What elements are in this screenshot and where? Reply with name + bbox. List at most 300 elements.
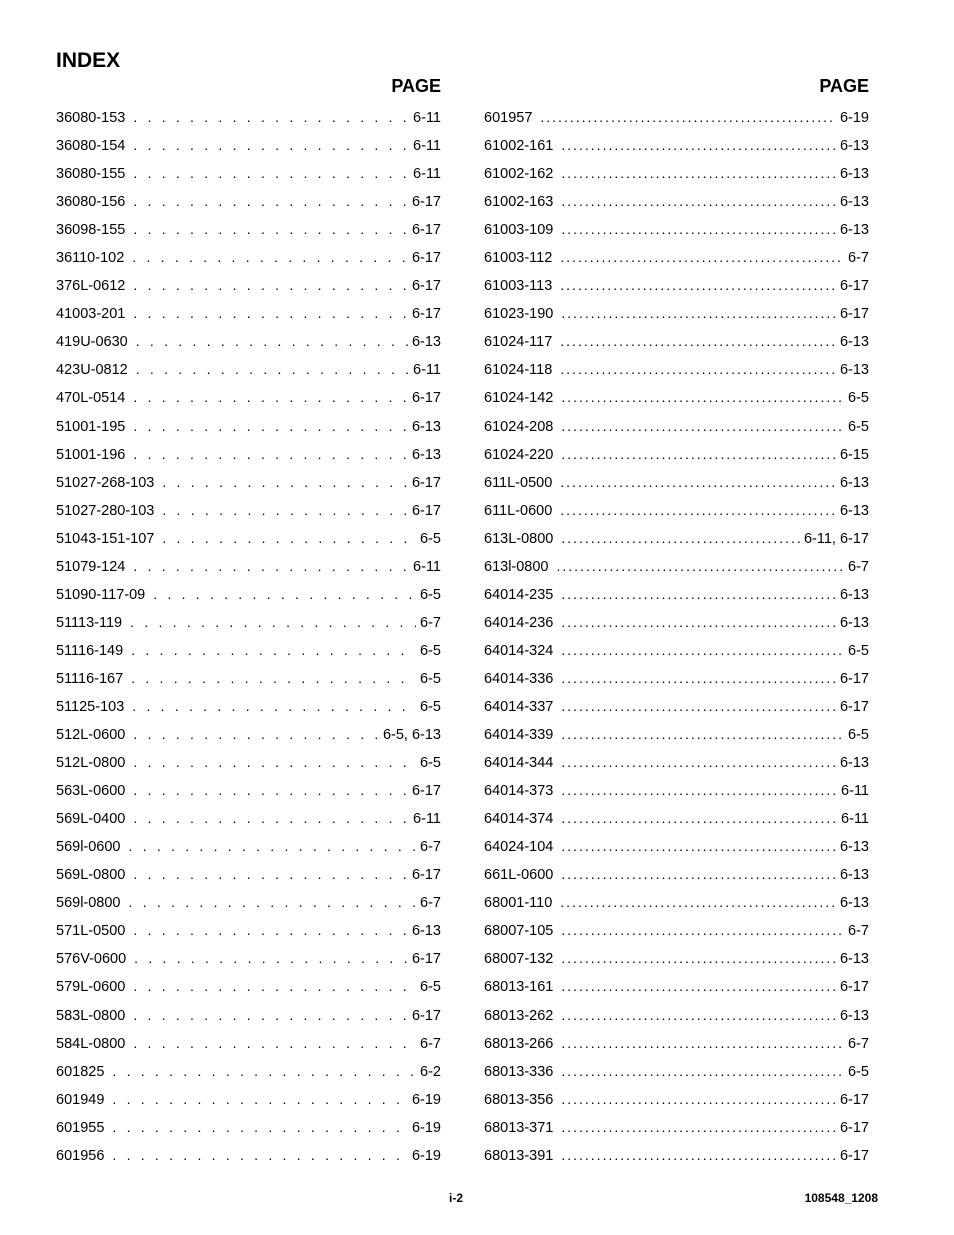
dot-leader <box>136 359 409 379</box>
index-entry <box>56 1089 441 1117</box>
dot-leader <box>560 359 836 379</box>
index-entry <box>484 976 869 1004</box>
page-reference: 6-17 <box>411 1007 441 1024</box>
dot-leader <box>153 584 416 604</box>
index-entry <box>484 1005 869 1033</box>
dot-leader <box>133 219 408 239</box>
part-number: 64014-235 <box>484 586 554 603</box>
part-number: 51079-124 <box>56 558 126 575</box>
footer-page-number: i-2 <box>449 1191 464 1205</box>
page-reference: 6-13 <box>839 867 869 884</box>
index-entry <box>484 668 869 696</box>
part-number: 68013-266 <box>484 1035 554 1052</box>
dot-leader <box>561 1145 836 1165</box>
page-reference: 6-17 <box>839 1091 869 1108</box>
index-entry <box>484 416 869 444</box>
part-number: 68013-356 <box>484 1091 554 1108</box>
page-reference: 6-19 <box>411 1091 441 1108</box>
part-number: 51116-167 <box>56 670 124 687</box>
index-entry <box>56 612 441 640</box>
page-reference: 6-7 <box>420 1035 441 1052</box>
part-number: 563L-0600 <box>56 783 126 800</box>
index-entry <box>56 275 441 303</box>
dot-leader <box>133 864 408 884</box>
part-number: 579L-0600 <box>56 979 126 996</box>
part-number: 601825 <box>56 1063 105 1080</box>
part-number: 64014-324 <box>484 642 554 659</box>
page-reference: 6-7 <box>848 250 869 267</box>
page-reference: 6-17 <box>411 502 441 519</box>
dot-leader <box>561 640 844 660</box>
index-entry <box>484 696 869 724</box>
part-number: 64014-344 <box>484 755 554 772</box>
index-entry <box>56 359 441 387</box>
index-entry <box>56 976 441 1004</box>
part-number: 61002-163 <box>484 194 554 211</box>
index-entry <box>484 1061 869 1089</box>
dot-leader <box>162 472 408 492</box>
dot-leader <box>133 163 409 183</box>
dot-leader <box>133 275 408 295</box>
part-number: 61023-190 <box>484 306 554 323</box>
part-number: 569L-0400 <box>56 811 126 828</box>
part-number: 576V-0600 <box>56 951 127 968</box>
page-reference: 6-7 <box>848 1035 869 1052</box>
index-entry <box>56 528 441 556</box>
page-reference: 6-11 <box>413 811 441 828</box>
part-number: 64014-373 <box>484 783 554 800</box>
page-reference: 6-17 <box>411 278 441 295</box>
page-reference: 6-13 <box>839 166 869 183</box>
page-reference: 6-13 <box>839 586 869 603</box>
index-list-right <box>484 107 869 1173</box>
part-number: 61024-220 <box>484 446 554 463</box>
part-number: 36098-155 <box>56 222 126 239</box>
index-entry <box>56 219 441 247</box>
page-reference: 6-5 <box>848 390 869 407</box>
dot-leader <box>133 135 409 155</box>
page-reference: 6-13 <box>839 222 869 239</box>
dot-leader <box>129 892 417 912</box>
page-reference: 6-17 <box>411 783 441 800</box>
page-reference: 6-13 <box>839 502 869 519</box>
page-reference: 6-5 <box>848 1063 869 1080</box>
part-number: 51027-268-103 <box>56 474 155 491</box>
index-entry <box>484 780 869 808</box>
dot-leader <box>561 696 836 716</box>
page-reference: 6-11 <box>841 783 869 800</box>
index-entry <box>484 556 869 584</box>
dot-leader <box>133 752 416 772</box>
page-column-header: PAGE <box>391 76 441 96</box>
index-entry <box>56 191 441 219</box>
dot-leader <box>133 416 408 436</box>
page-reference: 6-13 <box>839 755 869 772</box>
part-number: 569L-0800 <box>56 867 126 884</box>
part-number: 51090-117-09 <box>56 586 146 603</box>
index-entry <box>56 864 441 892</box>
dot-leader <box>561 612 836 632</box>
page-reference: 6-5, 6-13 <box>382 727 441 744</box>
page-reference: 6-11 <box>413 138 441 155</box>
part-number: 470L-0514 <box>56 390 126 407</box>
dot-leader <box>561 1005 836 1025</box>
dot-leader <box>560 892 836 912</box>
index-entry <box>484 275 869 303</box>
index-entry <box>56 331 441 359</box>
part-number: 569l-0800 <box>56 895 121 912</box>
page-reference: 6-17 <box>411 306 441 323</box>
index-entry <box>484 135 869 163</box>
page-reference: 6-11 <box>413 166 441 183</box>
page-reference: 6-7 <box>420 839 441 856</box>
part-number: 613L-0800 <box>484 530 554 547</box>
index-entry <box>56 107 441 135</box>
page-reference: 6-5 <box>420 670 441 687</box>
dot-leader <box>132 247 408 267</box>
dot-leader <box>560 472 836 492</box>
page-reference: 6-2 <box>420 1063 441 1080</box>
part-number: 64014-339 <box>484 727 554 744</box>
index-entry <box>56 303 441 331</box>
part-number: 61003-109 <box>484 222 554 239</box>
page-reference: 6-13 <box>411 923 441 940</box>
part-number: 51043-151-107 <box>56 530 155 547</box>
part-number: 601957 <box>484 110 533 126</box>
page-reference: 6-17 <box>839 1119 869 1136</box>
part-number: 419U-0630 <box>56 334 128 351</box>
dot-leader <box>560 500 836 520</box>
part-number: 611L-0600 <box>484 502 553 519</box>
dot-leader <box>561 191 836 211</box>
index-entry <box>484 247 869 275</box>
part-number: 68007-105 <box>484 923 554 940</box>
part-number: 64014-337 <box>484 698 554 715</box>
index-entry <box>56 892 441 920</box>
dot-leader <box>561 836 836 856</box>
index-entry <box>56 752 441 780</box>
dot-leader <box>561 416 844 436</box>
part-number: 569l-0600 <box>56 839 121 856</box>
index-entry <box>484 808 869 836</box>
index-entry <box>484 920 869 948</box>
part-number: 68013-371 <box>484 1119 554 1136</box>
index-entry <box>56 668 441 696</box>
index-entry <box>56 163 441 191</box>
dot-leader <box>131 640 416 660</box>
page-reference: 6-13 <box>839 1007 869 1024</box>
dot-leader <box>133 191 408 211</box>
page-reference: 6-17 <box>839 306 869 323</box>
part-number: 601956 <box>56 1147 105 1164</box>
part-number: 68013-391 <box>484 1147 554 1164</box>
part-number: 51027-280-103 <box>56 502 155 519</box>
part-number: 36080-156 <box>56 194 126 211</box>
part-number: 512L-0600 <box>56 727 126 744</box>
dot-leader <box>540 107 836 127</box>
page-reference: 6-11 <box>413 110 441 126</box>
part-number: 51001-195 <box>56 418 126 435</box>
dot-leader <box>133 724 379 744</box>
page-reference: 6-17 <box>411 390 441 407</box>
index-entry <box>56 247 441 275</box>
dot-leader <box>112 1061 416 1081</box>
index-entry <box>484 612 869 640</box>
index-entry <box>484 1089 869 1117</box>
dot-leader <box>112 1089 408 1109</box>
index-entry <box>484 107 869 135</box>
index-entry <box>56 500 441 528</box>
page-reference: 6-17 <box>411 474 441 491</box>
part-number: 601949 <box>56 1091 105 1108</box>
part-number: 51116-149 <box>56 642 124 659</box>
page-reference: 6-13 <box>411 334 441 351</box>
page-reference: 6-19 <box>839 110 869 126</box>
page-reference: 6-5 <box>420 530 441 547</box>
part-number: 61024-142 <box>484 390 554 407</box>
dot-leader <box>561 1089 836 1109</box>
dot-leader <box>131 668 416 688</box>
part-number: 512L-0800 <box>56 755 126 772</box>
page-reference: 6-5 <box>848 642 869 659</box>
page-reference: 6-13 <box>411 446 441 463</box>
dot-leader <box>561 976 836 996</box>
dot-leader <box>561 584 836 604</box>
page-reference: 6-7 <box>848 558 869 575</box>
page-reference: 6-13 <box>839 334 869 351</box>
dot-leader <box>561 163 836 183</box>
dot-leader <box>561 444 836 464</box>
index-entry <box>56 1145 441 1173</box>
index-entry <box>56 1117 441 1145</box>
index-entry <box>484 724 869 752</box>
page-reference: 6-13 <box>839 194 869 211</box>
index-entry <box>484 191 869 219</box>
page-reference: 6-17 <box>411 222 441 239</box>
index-entry <box>484 472 869 500</box>
page-column-header: PAGE <box>819 76 869 96</box>
dot-leader <box>133 976 416 996</box>
part-number: 64014-374 <box>484 811 554 828</box>
index-entry <box>56 640 441 668</box>
page-reference: 6-17 <box>839 670 869 687</box>
part-number: 661L-0600 <box>484 867 554 884</box>
part-number: 68007-132 <box>484 951 554 968</box>
dot-leader <box>112 1145 408 1165</box>
dot-leader <box>133 808 409 828</box>
page-reference: 6-17 <box>839 1147 869 1164</box>
footer-document-number: 108548_1208 <box>804 1191 878 1205</box>
page-reference: 6-5 <box>420 979 441 996</box>
index-entry <box>484 1145 869 1173</box>
index-entry <box>56 1061 441 1089</box>
part-number: 61024-208 <box>484 418 554 435</box>
part-number: 583L-0800 <box>56 1007 126 1024</box>
part-number: 611L-0500 <box>484 474 553 491</box>
page-reference: 6-13 <box>839 362 869 379</box>
page-reference: 6-17 <box>411 194 441 211</box>
dot-leader <box>561 808 837 828</box>
page-reference: 6-11 <box>413 362 441 379</box>
page-reference: 6-7 <box>420 614 441 631</box>
part-number: 376L-0612 <box>56 278 126 295</box>
dot-leader <box>136 331 408 351</box>
index-entry <box>484 1117 869 1145</box>
dot-leader <box>133 780 408 800</box>
part-number: 51125-103 <box>56 698 125 715</box>
dot-leader <box>561 387 844 407</box>
page-reference: 6-19 <box>411 1147 441 1164</box>
dot-leader <box>561 1033 844 1053</box>
index-entry <box>56 135 441 163</box>
part-number: 61002-162 <box>484 166 554 183</box>
dot-leader <box>560 275 836 295</box>
page-reference: 6-11, 6-17 <box>803 530 869 547</box>
dot-leader <box>130 612 416 632</box>
page-reference: 6-13 <box>839 138 869 155</box>
page-reference: 6-15 <box>839 446 869 463</box>
page-reference: 6-5 <box>420 755 441 772</box>
dot-leader <box>129 836 417 856</box>
index-entry <box>484 444 869 472</box>
dot-leader <box>133 303 408 323</box>
page-reference: 6-17 <box>411 867 441 884</box>
dot-leader <box>557 556 845 576</box>
part-number: 41003-201 <box>56 306 126 323</box>
dot-leader <box>162 500 408 520</box>
part-number: 61002-161 <box>484 138 554 155</box>
index-entry <box>56 948 441 976</box>
dot-leader <box>561 135 836 155</box>
index-entry <box>484 1033 869 1061</box>
part-number: 51113-119 <box>56 614 123 631</box>
index-entry <box>484 892 869 920</box>
page-reference: 6-17 <box>411 951 441 968</box>
page-reference: 6-19 <box>411 1119 441 1136</box>
dot-leader <box>133 107 409 127</box>
dot-leader <box>561 528 800 548</box>
page-reference: 6-13 <box>839 614 869 631</box>
part-number: 36110-102 <box>56 250 125 267</box>
dot-leader <box>561 948 836 968</box>
index-entry <box>484 752 869 780</box>
index-entry <box>484 584 869 612</box>
part-number: 61003-113 <box>484 278 553 295</box>
part-number: 64014-336 <box>484 670 554 687</box>
page-reference: 6-17 <box>411 250 441 267</box>
part-number: 61024-117 <box>484 334 553 351</box>
page-reference: 6-5 <box>848 418 869 435</box>
part-number: 68013-161 <box>484 979 554 996</box>
index-list-left <box>56 107 441 1173</box>
index-entry <box>56 584 441 612</box>
part-number: 68013-262 <box>484 1007 554 1024</box>
part-number: 36080-153 <box>56 110 126 126</box>
dot-leader <box>561 219 836 239</box>
index-entry <box>484 303 869 331</box>
index-entry <box>484 331 869 359</box>
page-reference: 6-5 <box>420 586 441 603</box>
part-number: 423U-0812 <box>56 362 128 379</box>
index-entry <box>56 387 441 415</box>
dot-leader <box>162 528 416 548</box>
page-reference: 6-13 <box>839 951 869 968</box>
index-entry <box>56 920 441 948</box>
dot-leader <box>134 948 408 968</box>
index-entry <box>484 219 869 247</box>
dot-leader <box>561 1061 844 1081</box>
index-entry <box>56 1005 441 1033</box>
index-entry <box>56 836 441 864</box>
dot-leader <box>133 1033 416 1053</box>
dot-leader <box>133 1005 408 1025</box>
index-entry <box>56 696 441 724</box>
part-number: 601955 <box>56 1119 105 1136</box>
part-number: 64014-236 <box>484 614 554 631</box>
dot-leader <box>561 864 836 884</box>
index-entry <box>484 948 869 976</box>
index-entry <box>484 528 869 556</box>
dot-leader <box>560 247 844 267</box>
part-number: 584L-0800 <box>56 1035 126 1052</box>
index-entry <box>56 808 441 836</box>
part-number: 36080-154 <box>56 138 126 155</box>
dot-leader <box>561 668 836 688</box>
index-entry <box>484 864 869 892</box>
dot-leader <box>561 780 837 800</box>
page-reference: 6-17 <box>839 698 869 715</box>
dot-leader <box>561 920 844 940</box>
dot-leader <box>560 331 836 351</box>
index-entry <box>56 780 441 808</box>
index-entry <box>484 500 869 528</box>
index-entry <box>56 1033 441 1061</box>
dot-leader <box>132 696 416 716</box>
page-reference: 6-5 <box>420 642 441 659</box>
part-number: 571L-0500 <box>56 923 126 940</box>
dot-leader <box>561 303 836 323</box>
index-entry <box>484 387 869 415</box>
page-reference: 6-11 <box>413 558 441 575</box>
page-reference: 6-17 <box>839 979 869 996</box>
page-reference: 6-13 <box>839 474 869 491</box>
page-title: INDEX <box>56 49 121 72</box>
dot-leader <box>133 556 409 576</box>
dot-leader <box>561 752 836 772</box>
dot-leader <box>133 387 408 407</box>
index-entry <box>56 472 441 500</box>
index-entry <box>56 724 441 752</box>
dot-leader <box>561 1117 836 1137</box>
index-entry <box>484 836 869 864</box>
part-number: 68013-336 <box>484 1063 554 1080</box>
index-entry <box>484 640 869 668</box>
part-number: 68001-110 <box>484 895 553 912</box>
dot-leader <box>133 444 408 464</box>
page-reference: 6-5 <box>848 727 869 744</box>
part-number: 61024-118 <box>484 362 553 379</box>
dot-leader <box>561 724 844 744</box>
index-entry <box>56 416 441 444</box>
part-number: 51001-196 <box>56 446 126 463</box>
page-reference: 6-13 <box>839 839 869 856</box>
page-reference: 6-13 <box>411 418 441 435</box>
page-reference: 6-5 <box>420 698 441 715</box>
page-reference: 6-17 <box>839 278 869 295</box>
index-entry <box>484 359 869 387</box>
part-number: 61003-112 <box>484 250 553 267</box>
index-entry <box>56 556 441 584</box>
